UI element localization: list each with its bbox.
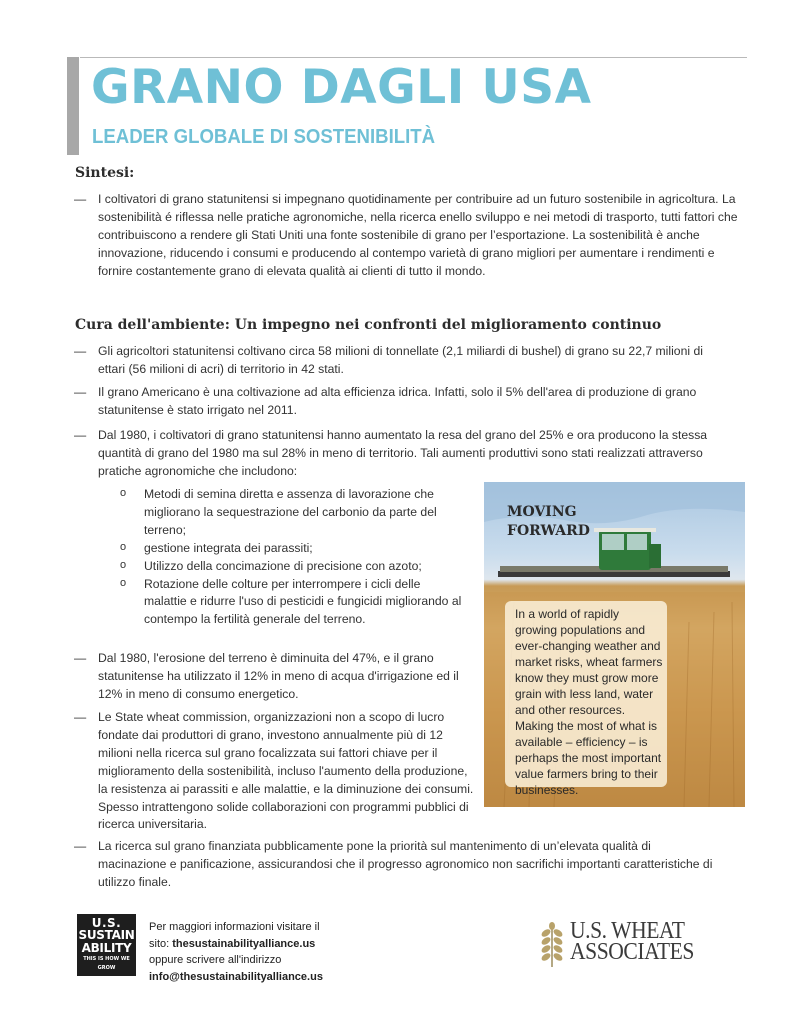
- contact-line1: Per maggiori informazioni visitare il: [149, 921, 320, 933]
- contact-info: [149, 919, 323, 985]
- contact-email-link[interactable]: info@thesustainabilityalliance.us: [149, 970, 323, 983]
- practice-item: o gestione integrata dei parassiti;: [120, 540, 465, 558]
- wheat-name-line2: ASSOCIATES: [570, 939, 694, 965]
- bullet-yield: — Dal 1980, i coltivatori di grano statunitensi hanno aumentato la resa del grano del 25% e ora producono la stessa quantità di grano del 1980 ma sul 28% in meno di territorio. Tali aumenti produttivi sono stati realizzati attraverso pratiche agronomiche che includono:: [98, 427, 728, 481]
- sintesi-heading: Sintesi:: [75, 165, 135, 181]
- bullet-water: — Il grano Americano è una coltivazione ad alta efficienza idrica. Infatti, solo il 5% dell'area di produzione di grano statunitense è stato irrigato nel 2011.: [98, 384, 728, 420]
- header-accent-bar: [67, 57, 79, 155]
- practice-item: o Rotazione delle colture per interrompere i cicli delle malattie e ridurre l'uso di pesticidi e fungicidi migliorando al contempo la fertilità generale del terreno.: [120, 576, 465, 630]
- practice-item: o Metodi di semina diretta e assenza di lavorazione che migliorano la sequestrazione del carbonio da parte del terreno;: [120, 486, 465, 540]
- moving-forward-line2: FORWARD: [507, 523, 590, 539]
- page-subtitle: LEADER GLOBALE DI SOSTENIBILITÀ: [92, 126, 436, 148]
- wheat-associates-name: [570, 918, 694, 965]
- practice-item: o Utilizzo della concimazione di precisione con azoto;: [120, 558, 465, 576]
- header-rule: [80, 57, 747, 58]
- logo-line-us: U.S.: [91, 916, 122, 930]
- us-wheat-associates-logo: [537, 918, 717, 971]
- logo-line-ability: ABILITY: [81, 941, 132, 955]
- page-title: GRANO DAGLI USA: [91, 60, 592, 115]
- logo-tagline: THIS IS HOW WE GROW: [83, 956, 130, 971]
- bullet-commission: — Le State wheat commission, organizzazioni non a scopo di lucro fondate dai produttori di grano, investono annualmente più di 12 milioni nella ricerca sul grano focalizzata sui fattori chiave per il miglioramento della sostenibilità, incluso l'aumento della produzione, la resistenza ai parassiti e alle malattie, e la diminuzione dei consumi. Spesso intrattengono solide collaborazioni con programmi pubblici di ricerca universitaria.: [98, 709, 474, 834]
- bullet-production: — Gli agricoltori statunitensi coltivano circa 58 milioni di tonnellate (2,1 miliardi di bushel) di grano su 22,7 milioni di ettari (56 milioni di acri) di territorio in 42 stati.: [98, 343, 728, 379]
- bullet-erosion: — Dal 1980, l'erosione del terreno è diminuita del 47%, e il grano statunitense ha utilizzato il 12% in meno di acqua d'irrigazione ed il 12% in meno di consumo energetico.: [98, 650, 466, 704]
- logo-line-sustain: SUSTAIN: [78, 928, 135, 942]
- wheat-ear-icon: [537, 921, 567, 969]
- practices-list: [120, 486, 465, 629]
- contact-site-link[interactable]: thesustainabilityalliance.us: [172, 937, 316, 950]
- us-sustainability-logo: [77, 914, 136, 976]
- ambiente-heading: Cura dell'ambiente: Un impegno nei confronti del miglioramento continuo: [75, 317, 662, 333]
- wheat-name-line1: U.S. WHEAT: [570, 918, 685, 944]
- moving-forward-line1: MOVING: [507, 504, 577, 520]
- moving-forward-text: In a world of rapidly growing populations and ever-changing weather and market risks, wheat farmers know they must grow more grain with less land, water and other resources. Making the most of what is available – efficiency – is perhaps the most important value farmers bring to their businesses.: [515, 607, 663, 797]
- moving-forward-heading: [507, 503, 607, 541]
- sintesi-paragraph: — I coltivatori di grano statunitensi si impegnano quotidinamente per contribuire ad un futuro sostenibile in agricoltura. La sostenibilità é riflessa nelle pratiche agronomiche, nella ricerca enello sviluppo e nei metodi di trasporto, tutti fattori che contribuiscono a rendere gli Stati Uniti una fonte sostenibile di grano per l’esportazione. La sostenibilità è anche innovazione, riducendo i consumi e producendo al contempo varietà di grano migliori per aumentare i rendimenti e fornire costantemente grano di elevata qualità ai clienti di tutto il mondo.: [98, 191, 738, 281]
- contact-site-prefix: sito:: [149, 937, 173, 950]
- moving-forward-textbox: [505, 601, 667, 797]
- contact-line3: oppure scrivere all'indirizzo: [149, 954, 282, 966]
- bullet-research: — La ricerca sul grano finanziata pubblicamente pone la priorità sul mantenimento di un’elevata qualità di macinazione e panificazione, assicurandosi che il progresso agronomico non sacrifichi importanti caratteristiche di utilizzo finale.: [98, 838, 718, 892]
